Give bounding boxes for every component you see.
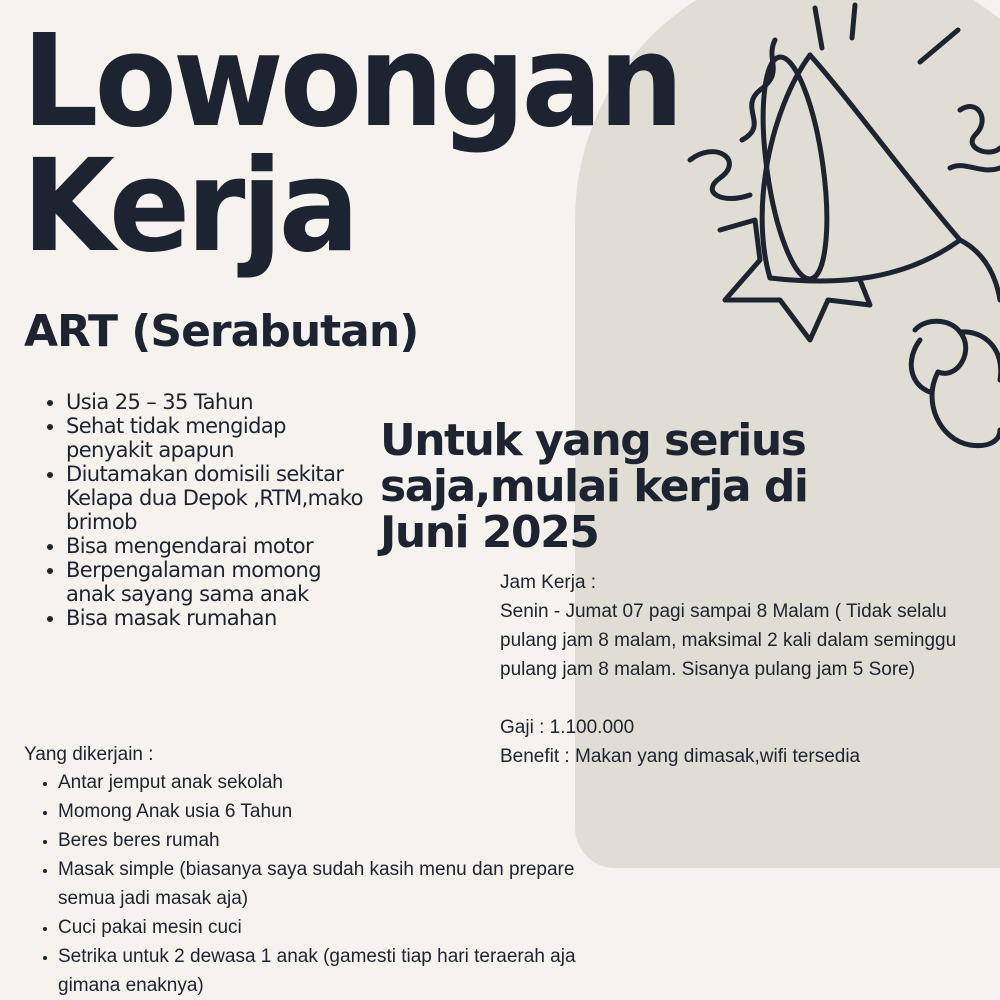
- list-item: • Setrika untuk 2 dewasa 1 anak (gamesti tiap hari teraerah aja gimana enaknya): [58, 942, 598, 1000]
- headline: Untuk yang serius saja,mulai kerja di Juni 2025: [380, 415, 808, 558]
- job-info: [500, 568, 960, 771]
- list-item: • Beres beres rumah: [58, 826, 598, 855]
- salary: Gaji : 1.100.000: [500, 717, 635, 738]
- list-item: • Usia 25 – 35 Tahun: [66, 390, 366, 414]
- list-item: • Bisa mengendarai motor: [66, 534, 366, 558]
- work-hours-detail: Senin - Jumat 07 pagi sampai 8 Malam ( Tidak selalu pulang jam 8 malam, maksimal 2 kali dalam seminggu pulang jam 8 malam. Sisanya pulang jam 5 Sore): [500, 601, 957, 680]
- job-subtitle: ART (Serabutan): [24, 306, 419, 357]
- work-hours-label: Jam Kerja :: [500, 572, 597, 593]
- tasks-list: [30, 768, 598, 1000]
- list-item: • Sehat tidak mengidap penyakit apapun: [66, 414, 366, 462]
- list-item: • Momong Anak usia 6 Tahun: [58, 797, 598, 826]
- list-item: • Antar jemput anak sekolah: [58, 768, 598, 797]
- list-item: • Diutamakan domisili sekitar Kelapa dua Depok ,RTM,mako brimob: [66, 462, 366, 534]
- list-item: • Bisa masak rumahan: [66, 606, 366, 630]
- page-title: [22, 8, 680, 281]
- megaphone-illustration-icon: [660, 0, 1000, 470]
- title-line-2: Kerja: [22, 133, 356, 281]
- list-item: • Berpengalaman momong anak sayang sama anak: [66, 558, 366, 606]
- list-item: • Masak simple (biasanya saya sudah kasih menu dan prepare semua jadi masak aja): [58, 855, 598, 913]
- requirements-list: [36, 390, 366, 630]
- benefit: Benefit : Makan yang dimasak,wifi tersedia: [500, 746, 861, 767]
- list-item: • Cuci pakai mesin cuci: [58, 913, 598, 942]
- title-line-1: Lowongan: [22, 8, 680, 156]
- tasks-label: Yang dikerjain :: [24, 744, 154, 765]
